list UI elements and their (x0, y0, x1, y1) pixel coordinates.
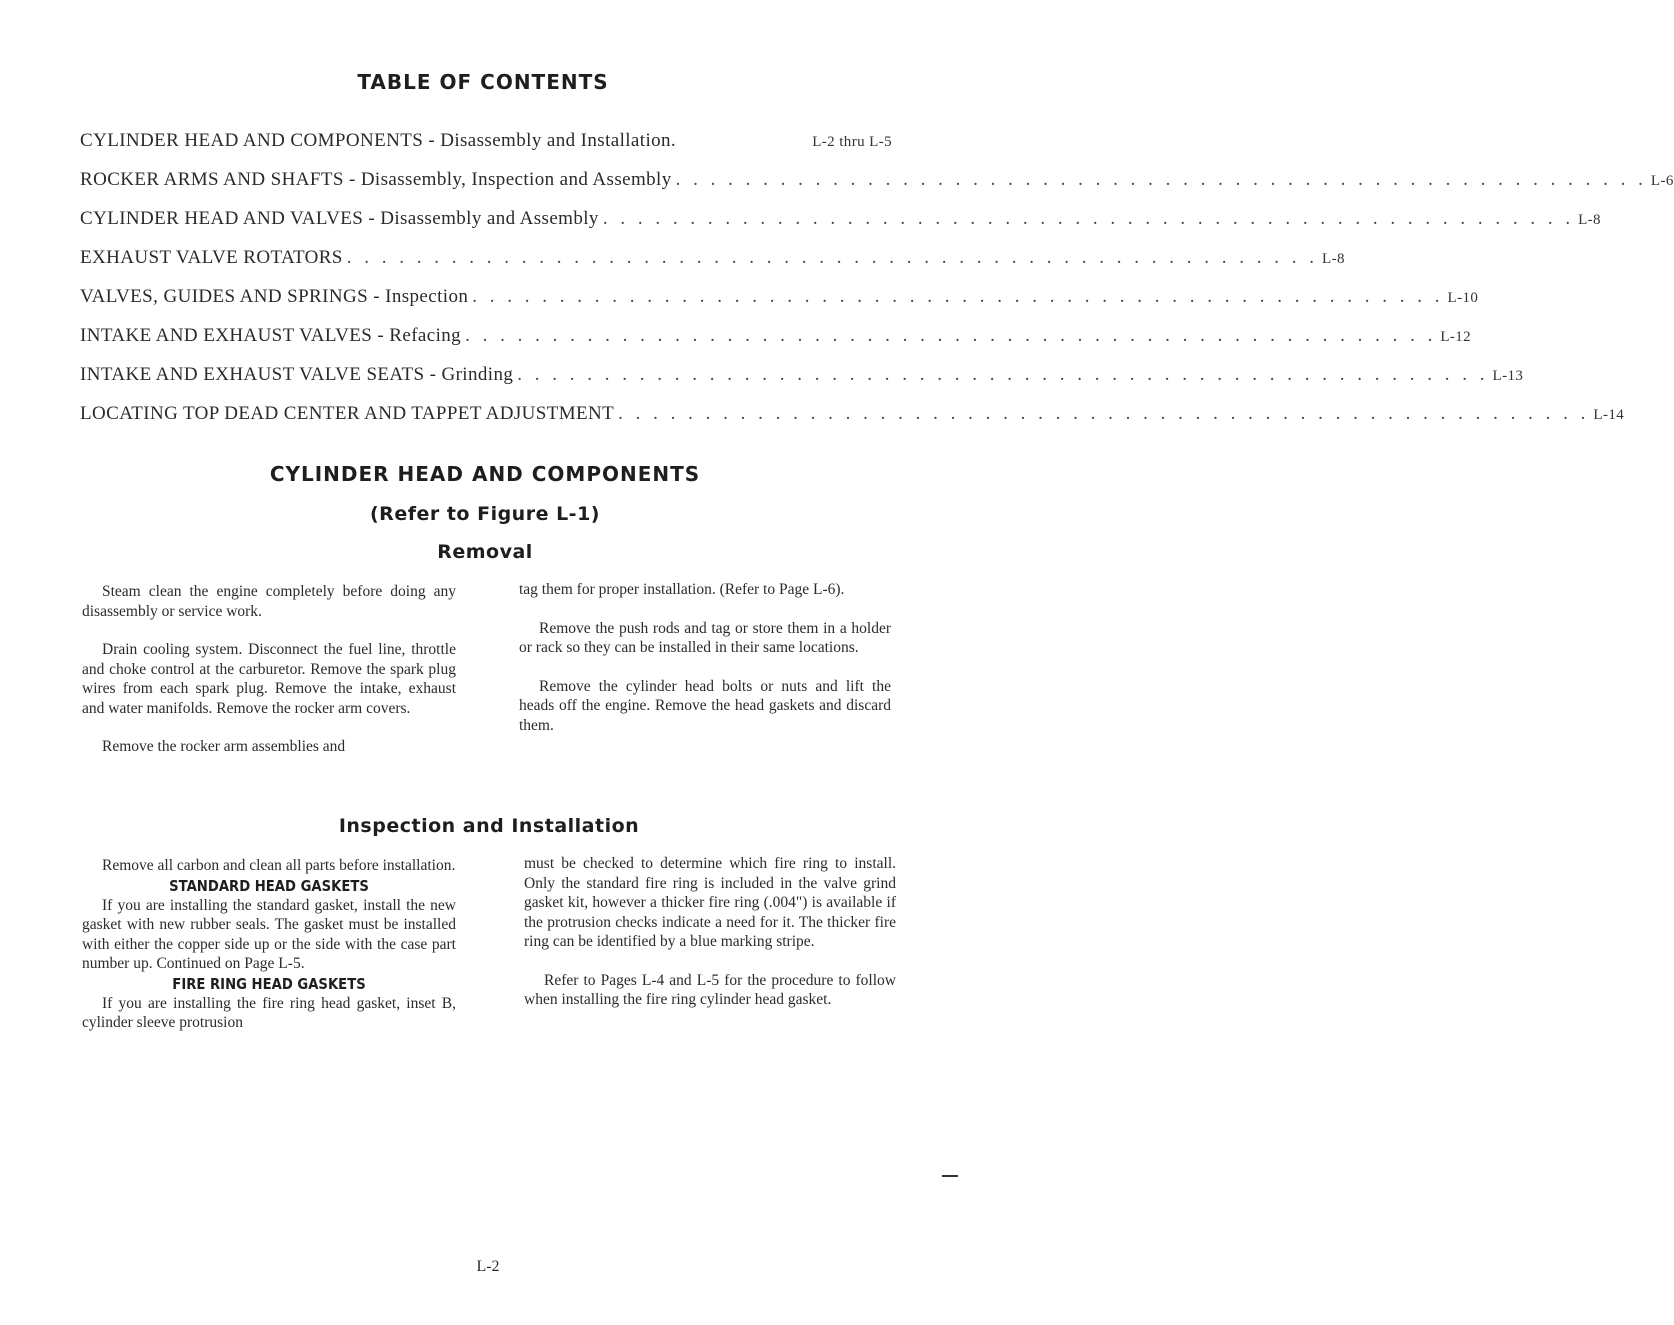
paragraph: Remove the cylinder head bolts or nuts and lift the heads off the engine. Remove the head gaskets and discard them. (519, 677, 891, 734)
toc-leader-dots: . . . . . . . . . . . . . . . . . . . . . . . . . . . . . . . . . . . . . . . . . . . . . . . . . . . . . . . . (346, 247, 1319, 268)
toc-entry-title: ROCKER ARMS AND SHAFTS - Disassembly, Inspection and Assembly (80, 169, 672, 190)
margin-mark (942, 1175, 958, 1177)
paragraph: must be checked to determine which fire ring to install. Only the standard fire ring is included in the valve grind gasket kit, however a thicker fire ring (.004") is available if the protrusion checks indicate a need for it. The thicker fire ring can be identified by a blue marking stripe. (524, 855, 896, 950)
paragraph: Drain cooling system. Disconnect the fuel line, throttle and choke control at the carburetor. Remove the spark plug wires from each spark plug. Remove the intake, exhaust and water manifolds. Remove the rocker arm covers. (82, 641, 456, 717)
paragraph: tag them for proper installation. (Refer to Page L-6). (519, 581, 845, 598)
section-title: CYLINDER HEAD AND COMPONENTS (269, 462, 701, 486)
toc-entry-page: L-2 thru L-5 (812, 134, 892, 150)
toc-entry-title: VALVES, GUIDES AND SPRINGS - Inspection (80, 286, 469, 307)
removal-left-column (82, 582, 456, 757)
toc-leader-dots: . . . . . . . . . . . . . . . . . . . . . . . . . . . . . . . . . . . . . . . . . . . . . . . . . . . . . . . . (675, 169, 1647, 190)
toc-entry-title: LOCATING TOP DEAD CENTER AND TAPPET ADJUSTMENT (80, 403, 615, 424)
paragraph: Remove the rocker arm assemblies and (102, 738, 346, 755)
toc-entry-page: L-13 (1492, 368, 1524, 384)
paragraph: Remove the push rods and tag or store them in a holder or rack so they can be installed in their same locations. (519, 619, 891, 656)
standard-gaskets-heading: STANDARD HEAD GASKETS (169, 876, 369, 895)
removal-right-column (519, 580, 891, 735)
toc-list (80, 130, 1674, 442)
inspection-right-column (524, 854, 896, 1010)
inspection-heading: Inspection and Installation (338, 815, 640, 837)
toc-leader-dots: . . . . . . . . . . . . . . . . . . . . . . . . . . . . . . . . . . . . . . . . . . . . . . . . . . . . . . . . (472, 286, 1444, 307)
toc-entry-title: CYLINDER HEAD AND COMPONENTS - Disassembly and Installation. (80, 130, 677, 151)
toc-entry-page: L-10 (1447, 290, 1479, 306)
paragraph: If you are installing the fire ring head gasket, inset B, cylinder sleeve protrusion (82, 994, 456, 1031)
toc-entry (80, 169, 1674, 208)
toc-entry-page: L-6 (1650, 173, 1674, 189)
page-number: L-2 (476, 1258, 500, 1275)
paragraph: Refer to Pages L-4 and L-5 for the procedure to follow when installing the fire ring cylinder head gasket. (524, 971, 896, 1008)
toc-entry (80, 247, 1345, 286)
toc-entry-page: L-12 (1440, 329, 1472, 345)
figure-reference: (Refer to Figure L-1) (370, 503, 600, 525)
toc-entry (80, 130, 892, 169)
toc-leader-dots: . . . . . . . . . . . . . . . . . . . . . . . . . . . . . . . . . . . . . . . . . . . . . . . . . . . . . . . . (465, 325, 1437, 346)
toc-entry (80, 403, 1625, 442)
paragraph: If you are installing the standard gasket, install the new gasket with new rubber seals. The gasket must be installed with either the copper side up or the side with the case part number up. Continued on Page L-5. (82, 896, 456, 972)
toc-entry-title: CYLINDER HEAD AND VALVES - Disassembly and Assembly (80, 208, 599, 229)
toc-entry-page: L-8 (1578, 212, 1601, 228)
toc-entry-title: EXHAUST VALVE ROTATORS (80, 247, 343, 268)
toc-title: TABLE OF CONTENTS (357, 70, 609, 94)
toc-entry (80, 364, 1524, 403)
toc-entry-page: L-14 (1593, 407, 1625, 423)
paragraph: Remove all carbon and clean all parts before installation. (102, 857, 456, 874)
toc-leader-dots: . . . . . . . . . . . . . . . . . . . . . . . . . . . . . . . . . . . . . . . . . . . . . . . . . . . . . . . . (517, 364, 1489, 385)
inspection-left-column (82, 856, 456, 1033)
paragraph: Steam clean the engine completely before doing any disassembly or service work. (82, 583, 456, 620)
toc-entry (80, 325, 1472, 364)
toc-leader-dots: . . . . . . . . . . . . . . . . . . . . . . . . . . . . . . . . . . . . . . . . . . . . . . . . . . . . . . . . (602, 208, 1575, 229)
toc-entry (80, 208, 1601, 247)
toc-entry-title: INTAKE AND EXHAUST VALVE SEATS - Grinding (80, 364, 514, 385)
toc-entry-title: INTAKE AND EXHAUST VALVES - Refacing (80, 325, 462, 346)
toc-leader-dots: . . . . . . . . . . . . . . . . . . . . . . . . . . . . . . . . . . . . . . . . . . . . . . . . . . . . . . . . (618, 403, 1590, 424)
toc-entry-page: L-8 (1322, 251, 1345, 267)
removal-heading: Removal (437, 541, 533, 563)
toc-entry (80, 286, 1479, 325)
fire-ring-gaskets-heading: FIRE RING HEAD GASKETS (172, 974, 366, 993)
